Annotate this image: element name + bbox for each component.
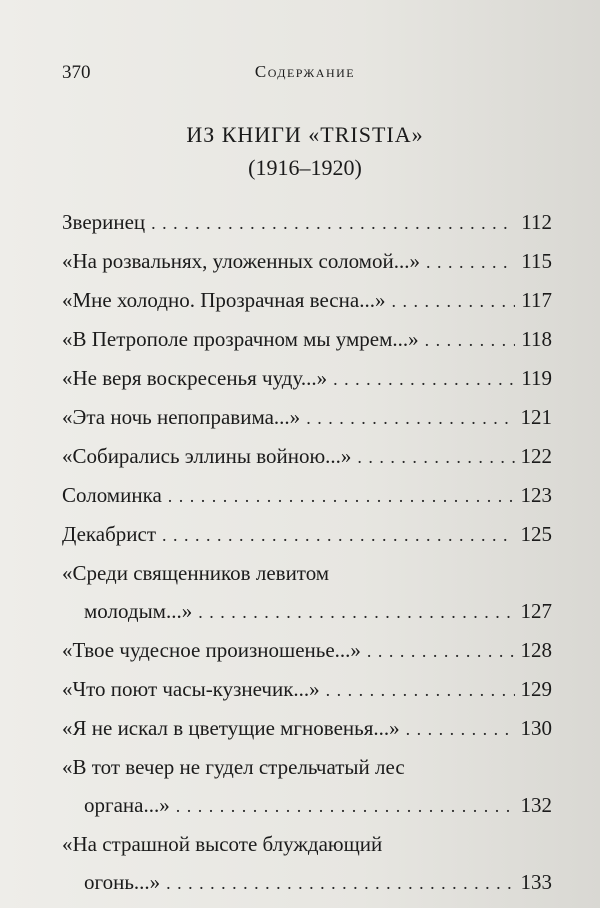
toc-entry <box>62 203 552 242</box>
section-title: ИЗ КНИГИ «TRISTIA» <box>186 122 424 147</box>
toc-entry-title: Декабрист <box>62 522 157 546</box>
toc-entry-title: огонь...» <box>84 870 161 894</box>
toc-entry-title: «Не веря воскресенья чуду...» <box>62 366 328 390</box>
toc-page-number: 117 <box>521 288 552 312</box>
toc-line <box>62 631 552 670</box>
toc-line <box>62 554 552 592</box>
toc-entry <box>62 476 552 515</box>
toc-entry <box>62 398 552 437</box>
toc-line <box>62 515 552 554</box>
toc-line <box>62 670 552 709</box>
toc-page-number: 123 <box>520 483 552 507</box>
dot-leader <box>306 399 514 437</box>
toc-entry-title: «На страшной высоте блуждающий <box>62 832 383 856</box>
toc-line <box>62 320 552 359</box>
toc-entry <box>62 709 552 748</box>
page-number: 370 <box>62 62 91 83</box>
toc-entry-title: «На розвальнях, уложенных соломой...» <box>62 249 420 273</box>
toc-page-number: 118 <box>521 327 552 351</box>
toc-entry <box>62 825 552 902</box>
dot-leader <box>333 360 515 398</box>
toc-page-number: 121 <box>520 405 552 429</box>
toc-page-number: 112 <box>521 210 552 234</box>
toc-entry <box>62 670 552 709</box>
toc-page-number: 128 <box>520 638 552 662</box>
dot-leader <box>391 282 515 320</box>
toc-entry-title: молодым...» <box>84 599 193 623</box>
toc-entry-title: «Что поют часы-кузнечик...» <box>62 677 320 701</box>
toc-line <box>62 825 552 863</box>
toc-entry-title: «В Петрополе прозрачном мы умрем...» <box>62 327 419 351</box>
toc-page-number: 119 <box>521 366 552 390</box>
toc-entry <box>62 748 552 825</box>
toc-line <box>62 437 552 476</box>
toc-page-number: 115 <box>521 249 552 273</box>
toc-entry-title: «Мне холодно. Прозрачная весна...» <box>62 288 386 312</box>
toc-line <box>62 242 552 281</box>
toc-entry <box>62 242 552 281</box>
toc-entry-title: «Собирались эллины войною...» <box>62 444 352 468</box>
toc-entry <box>62 359 552 398</box>
dot-leader <box>326 671 515 709</box>
toc-entry-title: «Среди священников левитом <box>62 561 330 585</box>
toc-page-number: 130 <box>520 716 552 740</box>
toc-line <box>62 203 552 242</box>
toc-entry-title: «Твое чудесное произношенье...» <box>62 638 361 662</box>
dot-leader <box>162 516 514 554</box>
toc-entry-title: «Эта ночь непоправима...» <box>62 405 301 429</box>
dot-leader <box>426 243 515 281</box>
toc-entry-title: «Я не искал в цветущие мгновенья...» <box>62 716 400 740</box>
toc-entry <box>62 320 552 359</box>
dot-leader <box>168 477 515 515</box>
toc-line <box>62 398 552 437</box>
toc-page-number: 133 <box>520 870 552 894</box>
toc-entry-title: «В тот вечер не гудел стрельчатый лес <box>62 755 405 779</box>
toc-entry-title: Зверинец <box>62 210 146 234</box>
toc-page-number: 129 <box>520 677 552 701</box>
dot-leader <box>367 632 515 670</box>
toc-entry <box>62 437 552 476</box>
toc-entry <box>62 631 552 670</box>
running-head <box>62 62 548 90</box>
dot-leader <box>166 864 514 902</box>
dot-leader <box>176 787 515 825</box>
toc-line <box>62 748 552 786</box>
toc-line <box>62 863 552 902</box>
toc-page-number: 122 <box>520 444 552 468</box>
toc-line <box>62 281 552 320</box>
dot-leader <box>357 438 514 476</box>
toc-page-number: 125 <box>520 522 552 546</box>
running-title: Содержание <box>254 62 356 81</box>
dot-leader <box>198 593 514 631</box>
dot-leader <box>406 710 515 748</box>
section-years: (1916–1920) <box>248 155 362 180</box>
dot-leader <box>425 321 516 359</box>
toc-entry <box>62 515 552 554</box>
toc-entry <box>62 554 552 631</box>
toc-entry-title: Соломинка <box>62 483 162 507</box>
toc-page-number: 132 <box>520 793 552 817</box>
dot-leader <box>151 204 515 242</box>
toc-entry <box>62 281 552 320</box>
toc-line <box>62 476 552 515</box>
toc-line <box>62 359 552 398</box>
toc-page-number: 127 <box>520 599 552 623</box>
toc-line <box>62 786 552 825</box>
toc-line <box>62 709 552 748</box>
toc-line <box>62 592 552 631</box>
table-of-contents <box>62 203 552 902</box>
toc-entry-title: органа...» <box>84 793 170 817</box>
